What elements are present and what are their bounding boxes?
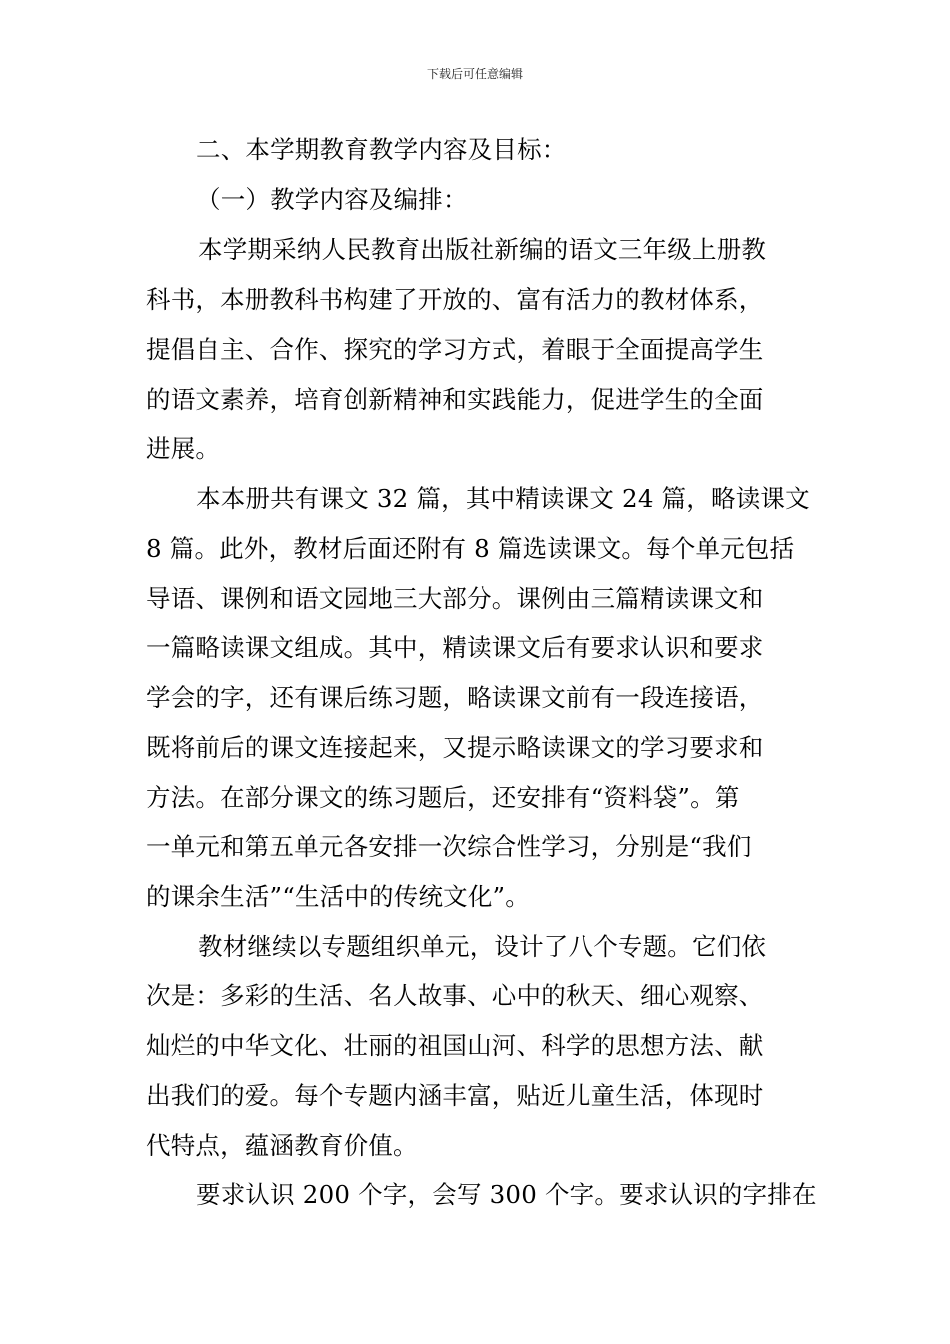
text-line: 的课余生活”“生活中的传统文化”。	[146, 882, 530, 911]
text-line: 导语、课例和语文园地三大部分。课例由三篇精读课文和	[146, 584, 764, 613]
text-line: 方法。在部分课文的练习题后，还安排有“资料袋”。第	[146, 783, 740, 812]
text-line: 一篇略读课文组成。其中，精读课文后有要求认识和要求	[146, 633, 764, 662]
section-heading: 二、本学期教育教学内容及目标：	[196, 135, 567, 164]
text-line: 8 篇。此外，教材后面还附有 8 篇选读课文。每个单元包括	[146, 534, 795, 563]
text-line: 代特点，蕴涵教育价值。	[146, 1131, 418, 1160]
text-line: 教材继续以专题组织单元，设计了八个专题。它们依	[198, 932, 767, 961]
text-line: 提倡自主、合作、探究的学习方式，着眼于全面提高学生	[146, 335, 764, 364]
text-line: 出我们的爱。每个专题内涵丰富，贴近儿童生活，体现时	[146, 1081, 764, 1110]
text-line: 的语文素养，培育创新精神和实践能力，促进学生的全面	[146, 385, 764, 414]
text-line: 学会的字，还有课后练习题，略读课文前有一段连接语，	[146, 683, 764, 712]
text-line: 进展。	[146, 434, 221, 463]
subsection-heading: （一）教学内容及编排：	[196, 185, 468, 214]
text-line: 科书，本册教科书构建了开放的、富有活力的教材体系，	[146, 285, 764, 314]
text-line: 本学期采纳人民教育出版社新编的语文三年级上册教	[198, 235, 767, 264]
page-header: 下载后可任意编辑	[426, 67, 523, 81]
text-line: 次是：多彩的生活、名人故事、心中的秋天、细心观察、	[146, 981, 764, 1010]
text-line: 本本册共有课文 32 篇，其中精读课文 24 篇，略读课文	[196, 484, 810, 513]
text-line: 要求认识 200 个字，会写 300 个字。要求认识的字排在	[196, 1180, 817, 1209]
text-line: 既将前后的课文连接起来，又提示略读课文的学习要求和	[146, 733, 764, 762]
text-line: 灿烂的中华文化、壮丽的祖国山河、科学的思想方法、献	[146, 1031, 764, 1060]
text-line: 一单元和第五单元各安排一次综合性学习，分别是“我们	[146, 832, 752, 861]
